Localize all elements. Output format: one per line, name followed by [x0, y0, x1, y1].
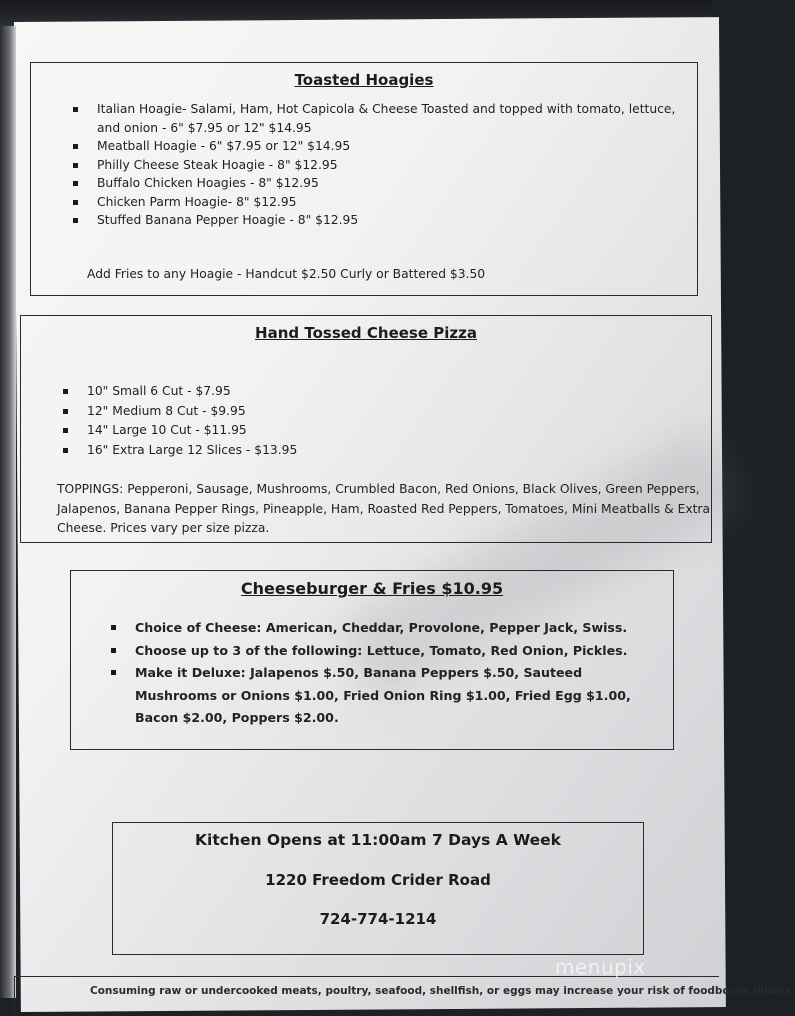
list-item: Make it Deluxe: Jalapenos $.50, Banana Peppers $.50, Sauteed Mushrooms or Onions $1.00, Fried Onion Ring $1.00, Fried Egg $1.00, Bacon $2.00, Poppers $2.00.	[109, 662, 649, 730]
pizza-toppings: TOPPINGS: Pepperoni, Sausage, Mushrooms, Crumbled Bacon, Red Onions, Black Olives, Green Peppers, Jalapenos, Banana Pepper Rings, Pineapple, Ham, Roasted Red Peppers, Tomatoes, Mini Meatballs & Extra Cheese. Prices vary per size pizza.	[57, 482, 711, 535]
list-item: Choice of Cheese: American, Cheddar, Provolone, Pepper Jack, Swiss.	[109, 617, 649, 640]
watermark-logo: menupix	[555, 955, 646, 979]
pizza-size-list	[61, 382, 461, 460]
list-item: Meatball Hoagie - 6" $7.95 or 12" $14.95	[71, 137, 681, 156]
burger-options-list	[109, 617, 649, 730]
list-item: 10" Small 6 Cut - $7.95	[61, 382, 461, 402]
kitchen-info-section	[112, 822, 644, 955]
hoagies-fries-note: Add Fries to any Hoagie - Handcut $2.50 Curly or Battered $3.50	[87, 267, 486, 281]
hoagies-list	[71, 100, 681, 230]
list-item: 16" Extra Large 12 Slices - $13.95	[61, 441, 461, 461]
list-item: 14" Large 10 Cut - $11.95	[61, 421, 461, 441]
kitchen-phone: 724-774-1214	[319, 910, 437, 928]
hoagies-title: Toasted Hoagies	[294, 71, 434, 89]
pizza-section	[20, 315, 712, 543]
list-item: 12" Medium 8 Cut - $9.95	[61, 402, 461, 422]
kitchen-hours: Kitchen Opens at 11:00am 7 Days A Week	[195, 831, 561, 849]
sheet-edge-shadow	[0, 26, 16, 998]
burger-title: Cheeseburger & Fries $10.95	[240, 579, 504, 598]
list-item: Stuffed Banana Pepper Hoagie - 8" $12.95	[71, 211, 681, 230]
burger-section	[70, 570, 674, 750]
list-item: Choose up to 3 of the following: Lettuce, Tomato, Red Onion, Pickles.	[109, 640, 649, 663]
list-item: Buffalo Chicken Hoagies - 8" $12.95	[71, 174, 681, 193]
pizza-title: Hand Tossed Cheese Pizza	[255, 324, 477, 342]
footer-disclaimer: Consuming raw or undercooked meats, poultry, seafood, shellfish, or eggs may increase your risk of foodborne illness.	[90, 985, 795, 997]
hoagies-section	[30, 62, 698, 296]
list-item: Chicken Parm Hoagie- 8" $12.95	[71, 193, 681, 212]
list-item: Italian Hoagie- Salami, Ham, Hot Capicola & Cheese Toasted and topped with tomato, lettuce, and onion - 6" $7.95 or 12" $14.95	[71, 100, 681, 137]
list-item: Philly Cheese Steak Hoagie - 8" $12.95	[71, 156, 681, 175]
kitchen-address: 1220 Freedom Crider Road	[265, 871, 491, 889]
